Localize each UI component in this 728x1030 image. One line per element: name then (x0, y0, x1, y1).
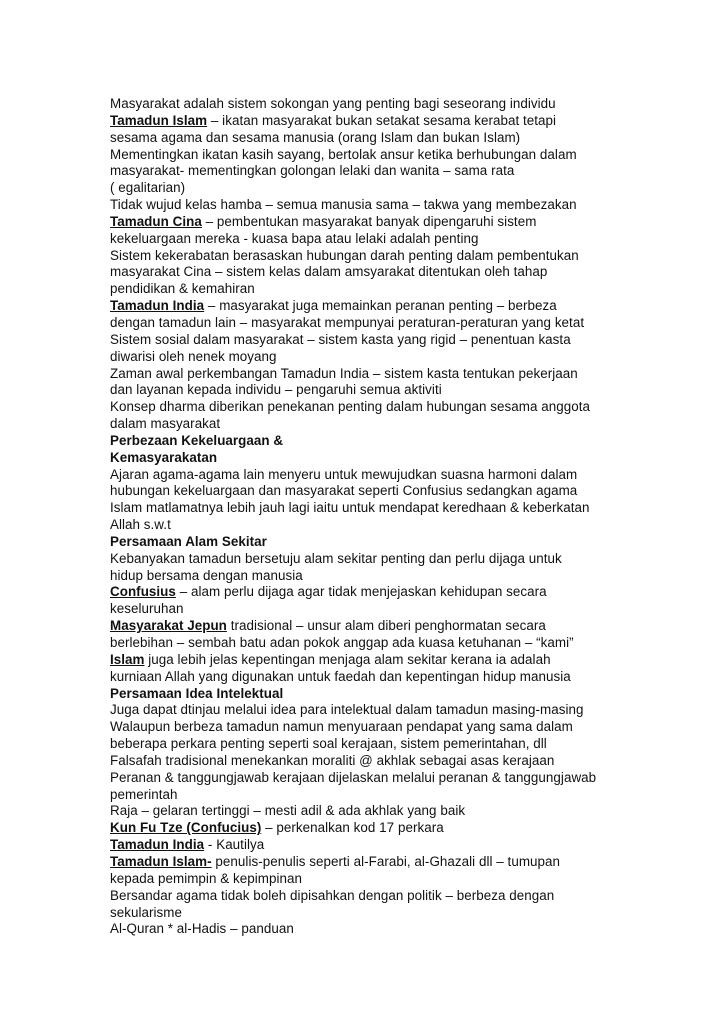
text-line (110, 854, 670, 871)
body-text: Konsep dharma diberikan penekanan penting dalam hubungan sesama anggota (110, 399, 591, 415)
body-text: Allah s.w.t (110, 517, 171, 533)
text-line (110, 366, 670, 383)
body-text: Zaman awal perkembangan Tamadun India – sistem kasta tentukan pekerjaan (110, 365, 578, 381)
text-line (110, 787, 670, 804)
body-text: dan layanan kepada individu – pengaruhi semua aktiviti (110, 382, 442, 398)
text-line (110, 601, 670, 618)
text-line (110, 180, 670, 197)
underlined-heading-term: Tamadun India (110, 298, 205, 314)
underlined-heading-term: Islam (110, 651, 145, 667)
underlined-heading-term: Masyarakat Jepun (110, 618, 227, 634)
body-text: sekularisme (110, 904, 182, 920)
body-text: Ajaran agama-agama lain menyeru untuk mewujudkan suasna harmoni dalam (110, 466, 578, 482)
underlined-heading-term: Tamadun Islam (110, 112, 208, 128)
body-text: - Kautilya (204, 837, 265, 853)
body-text: dalam masyarakat (110, 416, 221, 432)
body-text: Peranan & tanggungjawab kerajaan dijelaskan melalui peranan & tanggungjawab (110, 769, 597, 785)
text-line (110, 719, 670, 736)
body-text: berlebihan – sembah batu adan pokok anggap ada kuasa ketuhanan – “kami” (110, 635, 574, 650)
text-line (110, 130, 670, 147)
underlined-heading-term: Tamadun Islam- (110, 853, 212, 869)
text-line (110, 450, 670, 467)
text-line (110, 803, 670, 820)
text-line (110, 467, 670, 484)
body-text: Tidak wujud kelas hamba – semua manusia sama – takwa yang membezakan (110, 197, 577, 213)
text-line (110, 753, 670, 770)
text-line (110, 736, 670, 753)
body-text: – pembentukan masyarakat banyak dipengaruhi sistem (201, 213, 537, 229)
text-line (110, 298, 670, 315)
text-line (110, 871, 670, 888)
body-text: Sistem sosial dalam masyarakat – sistem kasta yang rigid – penentuan kasta (110, 331, 571, 347)
text-line (110, 163, 670, 180)
body-text: Raja – gelaran tertinggi – mesti adil & ada akhlak yang baik (110, 803, 466, 819)
text-line (110, 332, 670, 349)
text-line (110, 686, 670, 703)
text-line (110, 837, 670, 854)
text-line (110, 500, 670, 517)
text-line (110, 214, 670, 231)
section-heading: Perbezaan Kekeluargaan & (110, 432, 284, 448)
text-line (110, 551, 670, 568)
body-text: Mementingkan ikatan kasih sayang, bertolak ansur ketika berhubungan dalam (110, 146, 577, 162)
body-text: – masyarakat juga memainkan peranan penting – berbeza (204, 298, 557, 314)
body-text: Falsafah tradisional menekankan moraliti @ akhlak sebagai asas kerajaan (110, 752, 555, 768)
text-line (110, 652, 670, 669)
text-line (110, 820, 670, 837)
text-line (110, 635, 670, 652)
text-line (110, 349, 670, 366)
text-line (110, 618, 670, 635)
body-text: Sistem kekerabatan berasaskan hubungan darah penting dalam pembentukan (110, 247, 579, 263)
body-text: hidup bersama dengan manusia (110, 567, 303, 583)
text-line (110, 416, 670, 433)
text-line (110, 382, 670, 399)
text-line (110, 433, 670, 450)
text-line (110, 113, 670, 130)
body-text: – perkenalkan kod 17 perkara (261, 820, 444, 836)
text-line (110, 281, 670, 298)
body-text: masyarakat- mementingkan golongan lelaki dan wanita – sama rata (110, 163, 515, 179)
body-text: penulis-penulis seperti al-Farabi, al-Ghazali dll – tumupan (211, 853, 561, 869)
body-text: diwarisi oleh nenek moyang (110, 348, 277, 364)
text-line (110, 399, 670, 416)
body-text: Bersandar agama tidak boleh dipisahkan dengan politik – berbeza dengan (110, 887, 555, 903)
body-text: pemerintah (110, 786, 178, 802)
section-heading: Persamaan Alam Sekitar (110, 533, 267, 549)
document-page (110, 96, 670, 938)
text-line (110, 534, 670, 551)
text-line (110, 584, 670, 601)
text-line (110, 888, 670, 905)
body-text: ( egalitarian) (110, 180, 186, 196)
body-text: pendidikan & kemahiran (110, 281, 255, 297)
body-text: kurniaan Allah yang digunakan untuk faedah dan kepentingan hidup manusia (110, 668, 571, 684)
text-line (110, 568, 670, 585)
body-text: Masyarakat adalah sistem sokongan yang penting bagi seseorang individu (110, 96, 556, 111)
text-line (110, 921, 670, 938)
body-text: Kebanyakan tamadun bersetuju alam sekitar penting dan perlu dijaga untuk (110, 550, 562, 566)
underlined-heading-term: Kun Fu Tze (Confucius) (110, 820, 262, 836)
body-text: sesama agama dan sesama manusia (orang Islam dan bukan Islam) (110, 129, 521, 145)
body-text: juga lebih jelas kepentingan menjaga alam sekitar kerana ia adalah (144, 651, 551, 667)
text-line (110, 197, 670, 214)
text-line (110, 264, 670, 281)
text-line (110, 231, 670, 248)
text-line (110, 483, 670, 500)
body-text: Walaupun berbeza tamadun namun menyuaraan pendapat yang sama dalam (110, 719, 573, 735)
text-line (110, 770, 670, 787)
body-text: Al-Quran * al-Hadis – panduan (110, 921, 294, 937)
body-text: tradisional – unsur alam diberi penghormatan secara (226, 618, 546, 634)
body-text: dengan tamadun lain – masyarakat mempunyai peraturan-peraturan yang ketat (110, 314, 585, 330)
text-line (110, 702, 670, 719)
underlined-heading-term: Confusius (110, 584, 176, 600)
text-line (110, 248, 670, 265)
body-text: – ikatan masyarakat bukan setakat sesama kerabat tetapi (207, 112, 557, 128)
text-line (110, 517, 670, 534)
body-text: beberapa perkara penting seperti soal kerajaan, sistem pemerintahan, dll (110, 736, 547, 752)
body-text: hubungan kekeluargaan dan masyarakat seperti Confusius sedangkan agama (110, 483, 578, 499)
section-heading: Persamaan Idea Intelektual (110, 685, 284, 701)
underlined-heading-term: Tamadun Cina (110, 213, 202, 229)
body-text: – alam perlu dijaga agar tidak menjejaskan kehidupan secara (175, 584, 547, 600)
body-text: Juga dapat dtinjau melalui idea para intelektual dalam tamadun masing-masing (110, 702, 584, 718)
body-text: Islam matlamatnya lebih jauh lagi iaitu untuk mendapat keredhaan & keberkatan (110, 500, 590, 516)
text-line (110, 147, 670, 164)
body-text: kekeluargaan mereka - kuasa bapa atau lelaki adalah penting (110, 230, 479, 246)
text-line (110, 96, 670, 113)
body-text: keseluruhan (110, 601, 184, 617)
text-line (110, 905, 670, 922)
text-line (110, 315, 670, 332)
section-heading: Kemasyarakatan (110, 449, 218, 465)
body-text: masyarakat Cina – sistem kelas dalam amsyarakat ditentukan oleh tahap (110, 264, 548, 280)
text-line (110, 669, 670, 686)
body-text: kepada pemimpin & kepimpinan (110, 870, 302, 886)
underlined-heading-term: Tamadun India (110, 837, 205, 853)
